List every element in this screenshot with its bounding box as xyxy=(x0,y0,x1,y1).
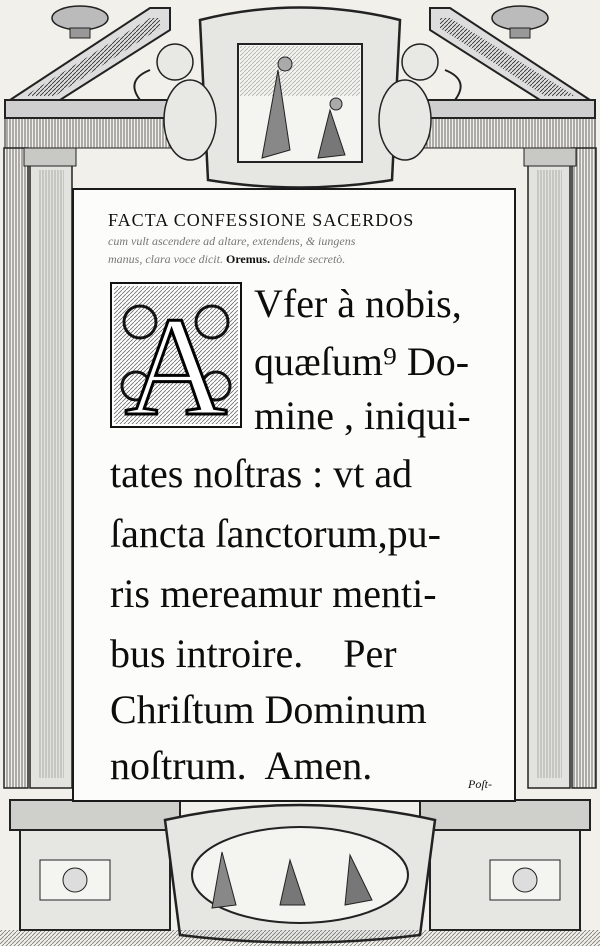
left-pedestal xyxy=(10,800,180,930)
oremus-label: Oremus. xyxy=(225,252,271,266)
prayer-line: Chriſtum Dominum xyxy=(110,687,427,732)
text-panel xyxy=(72,188,516,802)
prayer-line: noſtrum. Amen. xyxy=(110,743,373,788)
decorated-initial xyxy=(110,282,242,428)
prayer-line: quæſum⁹ Do- xyxy=(254,339,470,384)
prayer-line: bus introire. Per xyxy=(110,631,397,676)
urn-right-ornament xyxy=(492,6,548,38)
initial-letter: A xyxy=(124,287,228,428)
prayer-line: ſancta ſanctorum,pu- xyxy=(110,511,441,556)
prayer-line: Vfer à nobis, xyxy=(254,281,462,326)
prayer-line: tates noſtras : vt ad xyxy=(110,451,413,496)
rubric-heading: FACTA CONFESSIONE SACERDOS xyxy=(108,210,415,230)
right-pedestal xyxy=(420,800,590,930)
right-column xyxy=(524,148,596,788)
bottom-cartouche-scene xyxy=(165,805,435,943)
rubric-line-2-end: deinde secretò. xyxy=(273,252,346,266)
rubric-line-2-start: manus, clara voce dicit. xyxy=(108,252,223,266)
prayer-line: ris mereamur menti- xyxy=(110,571,437,616)
prayer-line: mine , iniqui- xyxy=(254,393,471,438)
rubric-line-1: cum vult ascendere ad altare, extendens, & iungens xyxy=(108,234,356,248)
right-pediment xyxy=(410,8,595,148)
left-pediment xyxy=(5,8,190,148)
frame-baseline xyxy=(0,930,600,946)
left-column xyxy=(4,148,76,788)
top-cartouche-scene xyxy=(200,8,400,188)
urn-left-ornament xyxy=(52,6,108,38)
rubric-line-2 xyxy=(108,252,345,267)
catchword: Poſt- xyxy=(468,777,492,791)
